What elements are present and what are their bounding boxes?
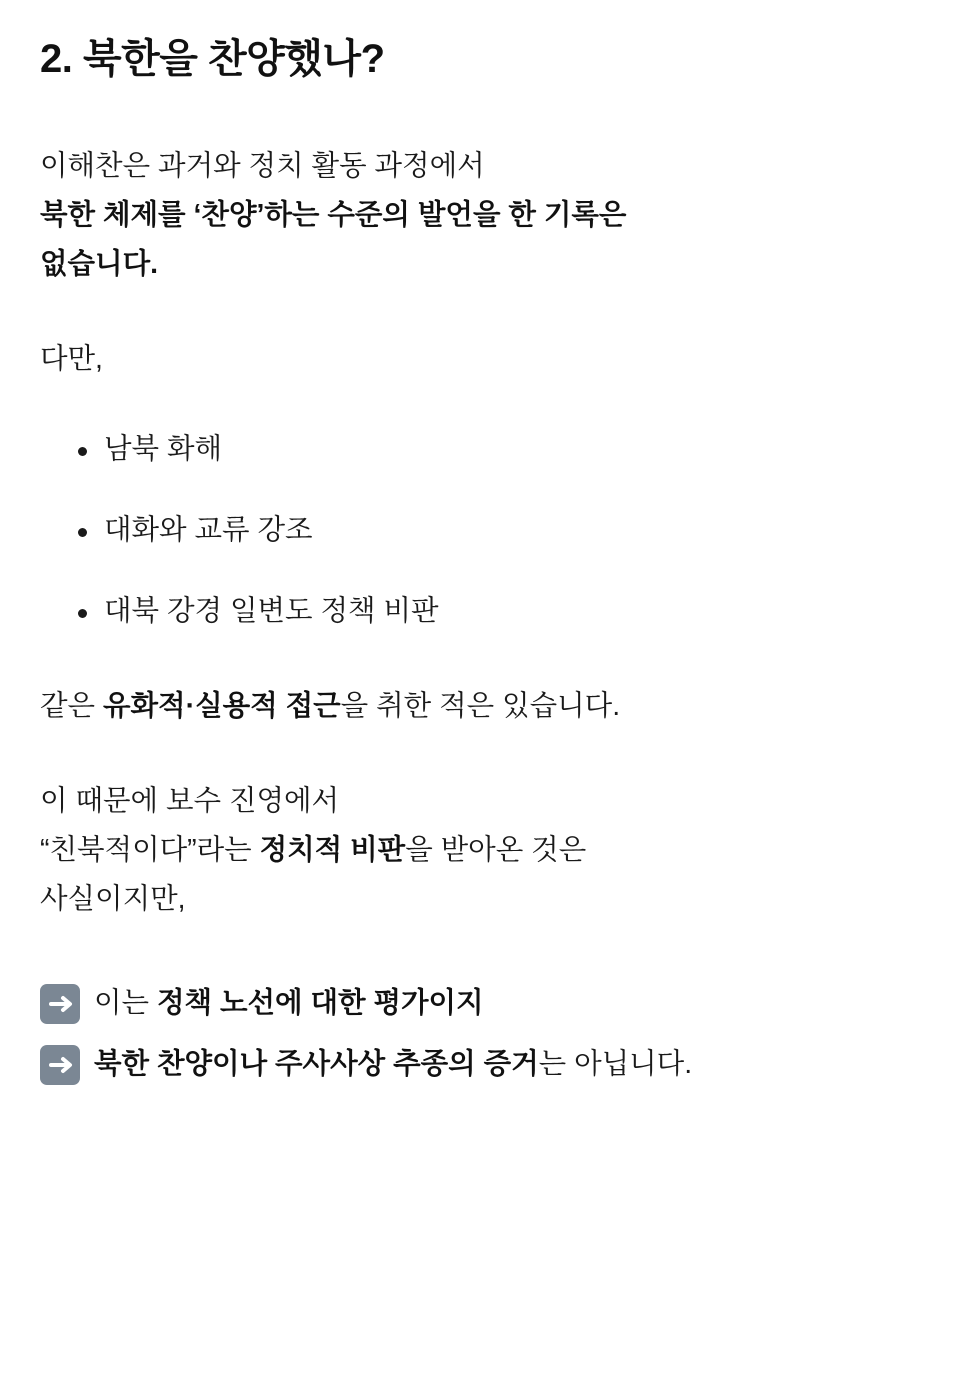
however-paragraph: 다만, [40, 343, 103, 376]
bullet-list [40, 428, 932, 632]
intro-paragraph [40, 142, 932, 289]
conclusion-block [40, 982, 932, 1086]
intro-line-3: 없습니다. [40, 248, 159, 281]
criticism-line-2-suffix: 을 받아온 것은 [405, 834, 587, 867]
criticism-line-2 [40, 826, 932, 875]
conclusion-1-bold: 정책 노선에 대한 평가이지 [156, 987, 484, 1020]
conclusion-line-1 [40, 982, 932, 1025]
bullet-section [40, 428, 932, 632]
page-title: 2. 북한을 찬양했나? [40, 37, 385, 81]
conclusion-2-bold: 북한 찬양이나 주사사상 추종의 증거 [94, 1048, 539, 1081]
list-item: 남북 화해 [62, 428, 932, 471]
conclusion-2-suffix: 는 아닙니다. [538, 1048, 693, 1081]
list-item: 대북 강경 일변도 정책 비판 [62, 590, 932, 633]
list-item: 대화와 교류 강조 [62, 509, 932, 552]
conclusion-line-2 [40, 1043, 932, 1086]
summary-bold: 유화적·실용적 접근 [102, 690, 341, 723]
criticism-line-2-prefix: “친북적이다”라는 [40, 834, 260, 867]
criticism-paragraph [40, 777, 932, 924]
intro-line-1: 이해찬은 과거와 정치 활동 과정에서 [40, 150, 485, 182]
criticism-line-3: 사실이지만, [40, 883, 186, 916]
conclusion-1-prefix: 이는 [94, 987, 157, 1020]
criticism-line-2-bold: 정치적 비판 [259, 834, 406, 867]
conclusion-text-2 [94, 1043, 692, 1086]
conclusion-text-1 [94, 982, 484, 1025]
summary-prefix: 같은 [40, 690, 103, 723]
right-arrow-icon [40, 984, 80, 1024]
intro-line-2: 북한 체제를 ‘찬양’하는 수준의 발언을 한 기록은 [40, 199, 627, 232]
right-arrow-icon [40, 1045, 80, 1085]
summary-paragraph [40, 682, 932, 731]
criticism-line-1: 이 때문에 보수 진영에서 [40, 785, 340, 818]
summary-suffix: 을 취한 적은 있습니다. [340, 690, 621, 723]
